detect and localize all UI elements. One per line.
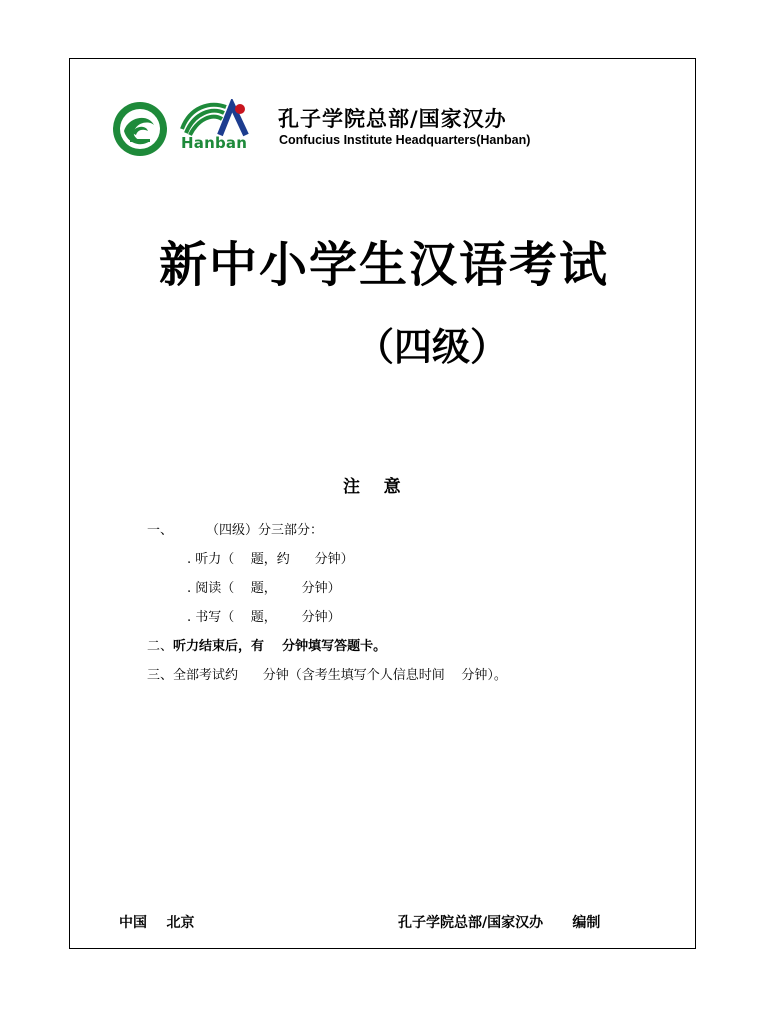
notice-heading: 注 意: [343, 477, 401, 497]
hanban-logo-icon: [180, 99, 252, 137]
notice-item-2-text: 听力结束后，有 分钟填写答题卡。: [173, 639, 387, 654]
notice-item-3: 三、全部考试约 分钟（含考生填写个人信息时间 分钟）。: [147, 668, 507, 683]
notice-item-2: [147, 635, 386, 654]
notice-item-listening: . 听力（ 题，约 分钟）: [187, 552, 354, 567]
footer-location: 中国 北京: [119, 915, 195, 931]
notice-item-reading: . 阅读（ 题， 分钟）: [187, 581, 341, 596]
exam-title: 新中小学生汉语考试: [158, 237, 609, 293]
notice-item-1: 一、 （四级）分三部分：: [147, 523, 324, 538]
notice-item-2-prefix: 二、: [147, 639, 174, 654]
confucius-institute-logo-icon: [110, 101, 170, 157]
organization-name-english: Confucius Institute Headquarters(Hanban): [279, 133, 531, 147]
footer-publisher: 孔子学院总部/国家汉办 编制: [398, 915, 601, 931]
hanban-logo-text: Hanban: [181, 134, 248, 152]
page-border: [69, 58, 696, 949]
organization-name-chinese: 孔子学院总部/国家汉办: [278, 107, 507, 131]
notice-item-writing: . 书写（ 题， 分钟）: [187, 610, 341, 625]
exam-level: （四级）: [356, 324, 509, 369]
